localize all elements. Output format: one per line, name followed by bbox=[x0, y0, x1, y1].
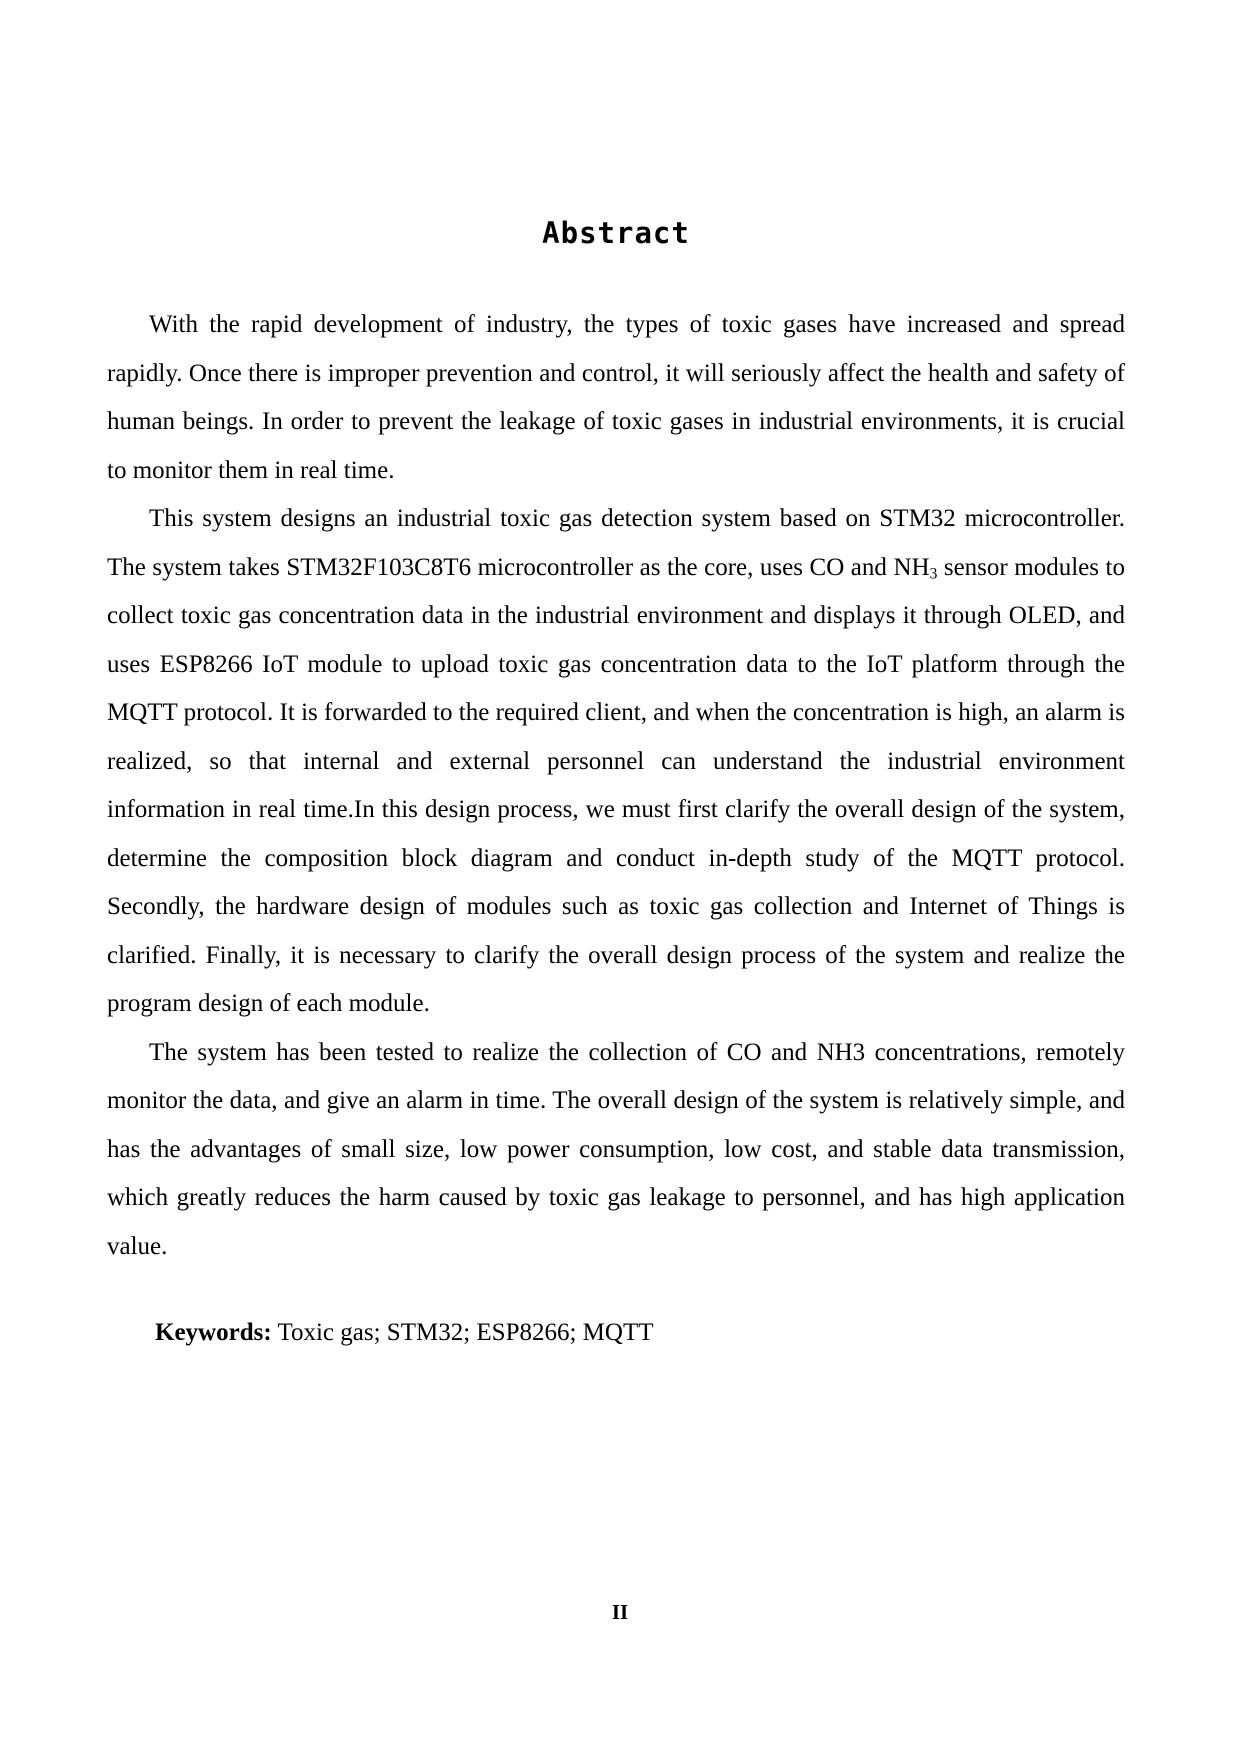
keywords-line bbox=[107, 1309, 1125, 1358]
abstract-body bbox=[107, 301, 1125, 1358]
paragraph-2-text-before: This system designs an industrial toxic gas detection system based on STM32 microcontroller. The system takes STM32F103C8T6 microcontroller as the core, uses CO and NH bbox=[107, 505, 1125, 581]
paragraph-2 bbox=[107, 495, 1125, 1029]
keywords-text: Toxic gas; STM32; ESP8266; MQTT bbox=[271, 1319, 654, 1346]
page-title: Abstract bbox=[542, 216, 690, 250]
paragraph-2-text-after: sensor modules to collect toxic gas concentration data in the industrial environment and displays it through OLED, and uses ESP8266 IoT module to upload toxic gas concentration data to the IoT platform through the MQTT protocol. It is forwarded to the required client, and when the concentration is high, an alarm is realized, so that internal and external personnel can understand the industrial environment information in real time.In this design process, we must first clarify the overall design of the system, determine the composition block diagram and conduct in-depth study of the MQTT protocol. Secondly, the hardware design of modules such as toxic gas collection and Internet of Things is clarified. Finally, it is necessary to clarify the overall design process of the system and realize the program design of each module. bbox=[107, 553, 1125, 1017]
nh3-subscript: 3 bbox=[929, 564, 938, 582]
paragraph-3: The system has been tested to realize the collection of CO and NH3 concentrations, remotely monitor the data, and give an alarm in time. The overall design of the system is relatively simple, and has the advantages of small size, low power consumption, low cost, and stable data transmission, which greatly reduces the harm caused by toxic gas leakage to personnel, and has high application value. bbox=[107, 1038, 1125, 1260]
paragraph-1: With the rapid development of industry, the types of toxic gases have increased and spread rapidly. Once there is improper prevention and control, it will seriously affect the health and safety of human beings. In order to prevent the leakage of toxic gases in industrial environments, it is crucial to monitor them in real time. bbox=[107, 311, 1125, 484]
page-number: II bbox=[611, 1600, 629, 1624]
keywords-label: Keywords: bbox=[155, 1319, 272, 1346]
